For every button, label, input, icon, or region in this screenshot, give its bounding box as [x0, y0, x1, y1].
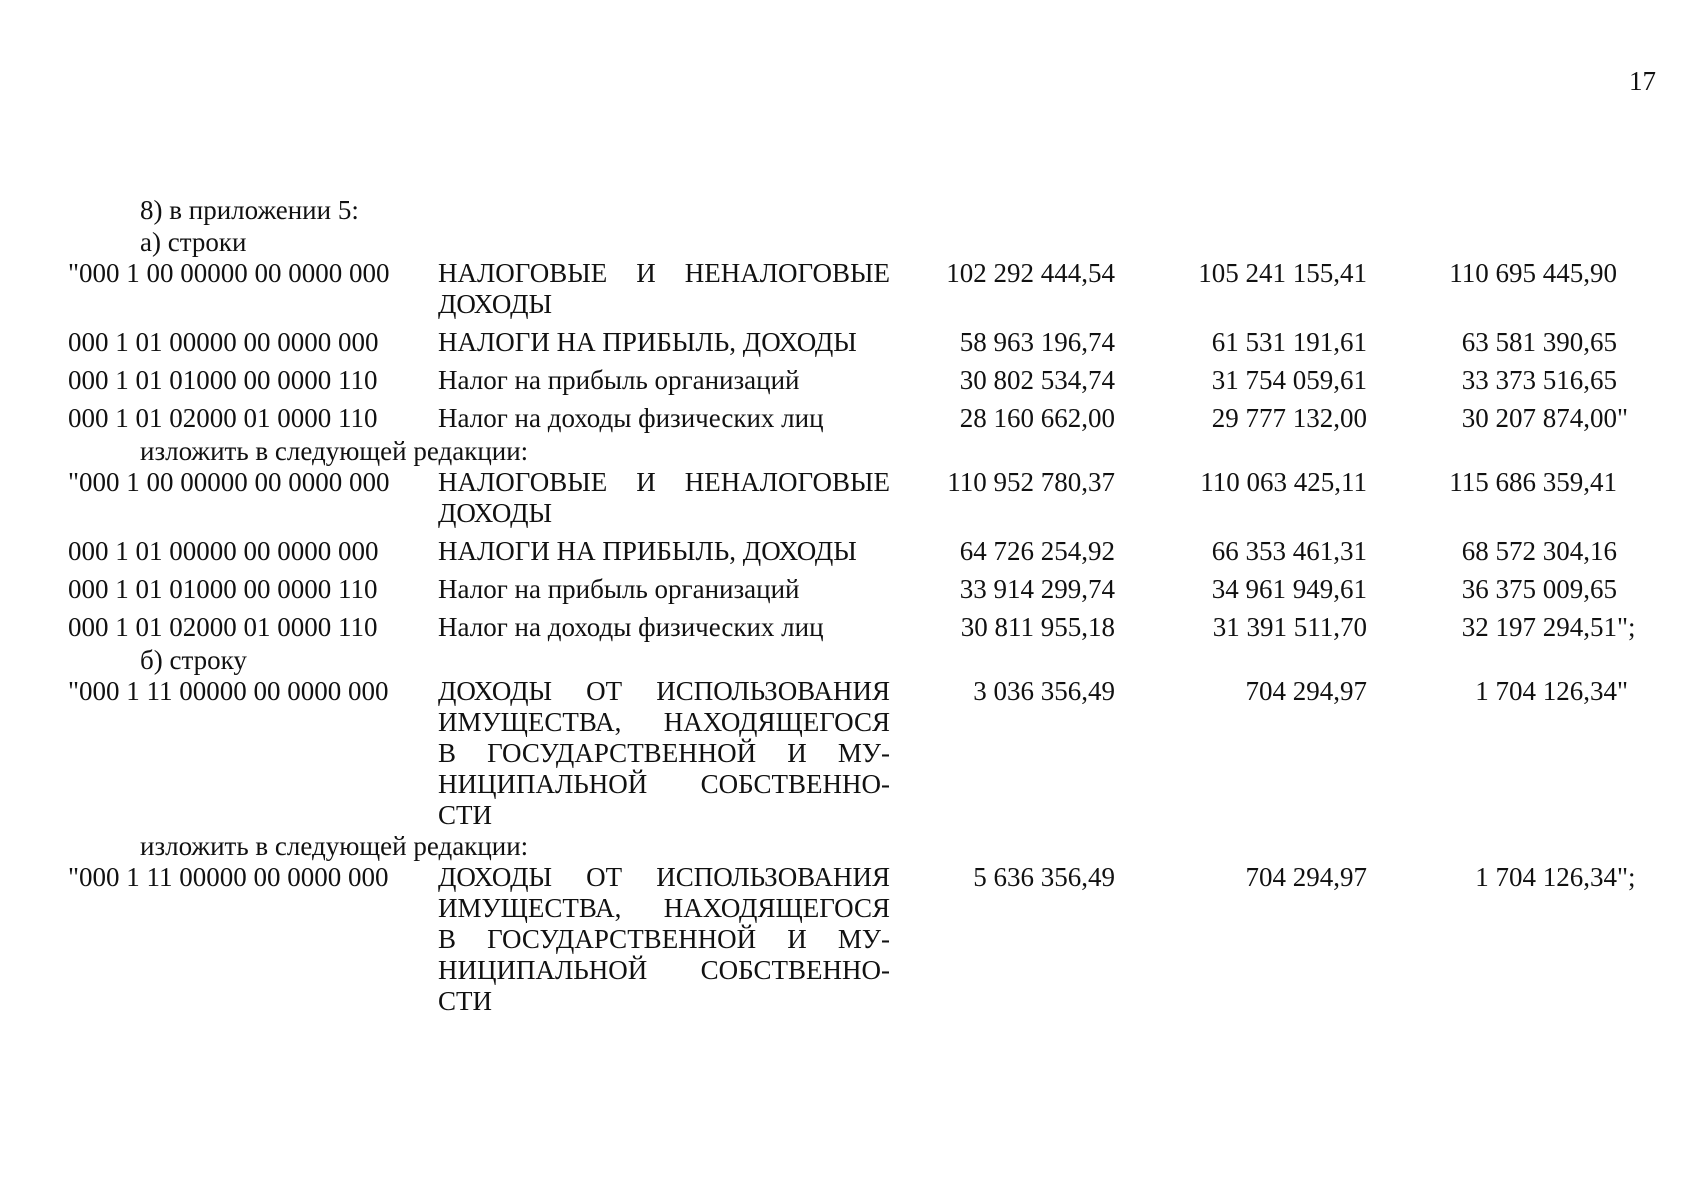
quote-suffix: "; [1617, 862, 1636, 892]
value-year-3 [1367, 862, 1636, 893]
income-name-line: НАЛОГИ НА ПРИБЫЛЬ, ДОХОДЫ [438, 327, 857, 357]
block-a-new [0, 467, 1696, 643]
income-name-line: ДОХОДЫ ОТ ИСПОЛЬЗОВАНИЯ [438, 862, 890, 892]
income-name-line: Налог на прибыль организаций [438, 365, 800, 395]
table-row [0, 258, 1696, 320]
income-name [438, 676, 890, 831]
replace-instruction: изложить в следующей редакции: [140, 436, 529, 466]
budget-code: "000 1 11 00000 00 0000 000 [68, 862, 389, 892]
section-b-label: б) строку [140, 645, 247, 675]
table-row [0, 574, 1696, 605]
value-year-2: 61 531 191,61 [1211, 327, 1367, 357]
value-year-1: 28 160 662,00 [959, 403, 1115, 433]
income-name [438, 258, 890, 320]
value-year-2: 110 063 425,11 [1200, 467, 1367, 497]
income-name [438, 365, 890, 396]
value-year-2: 34 961 949,61 [1211, 574, 1367, 604]
income-name-line: В ГОСУДАРСТВЕННОЙ И МУ- [438, 924, 890, 954]
income-name-line: ДОХОДЫ [438, 498, 553, 528]
value-year-1: 30 802 534,74 [959, 365, 1115, 395]
value-year-3 [1367, 258, 1617, 289]
table-row [0, 403, 1696, 434]
table-row [0, 536, 1696, 567]
intro-line-2: а) строки [140, 227, 247, 257]
value-year-1: 102 292 444,54 [946, 258, 1115, 288]
block-a-old [0, 258, 1696, 434]
value-year-1: 110 952 780,37 [947, 467, 1115, 497]
income-name-line: НАЛОГОВЫЕ И НЕНАЛОГОВЫЕ [438, 467, 890, 497]
value-year-3-text: 33 373 516,65 [1461, 365, 1617, 395]
budget-code: 000 1 01 02000 01 0000 110 [68, 403, 378, 433]
income-name [438, 403, 890, 434]
value-year-2: 704 294,97 [1245, 676, 1367, 706]
value-year-3-text: 68 572 304,16 [1461, 536, 1617, 566]
value-year-3-text: 30 207 874,00 [1461, 403, 1617, 433]
value-year-1: 5 636 356,49 [973, 862, 1115, 892]
value-year-3 [1367, 403, 1629, 434]
income-name-line: ДОХОДЫ ОТ ИСПОЛЬЗОВАНИЯ [438, 676, 890, 706]
income-name-line: ДОХОДЫ [438, 289, 553, 319]
replace-instruction: изложить в следующей редакции: [140, 831, 529, 861]
income-name-line: Налог на доходы физических лиц [438, 612, 824, 642]
value-year-3-text: 115 686 359,41 [1449, 467, 1617, 497]
value-year-2: 66 353 461,31 [1211, 536, 1367, 566]
value-year-3 [1367, 467, 1617, 498]
page-number: 17 [1629, 66, 1656, 96]
budget-code: "000 1 11 00000 00 0000 000 [68, 676, 389, 706]
budget-code: "000 1 00 00000 00 0000 000 [68, 258, 390, 288]
table-row [0, 676, 1696, 831]
income-name [438, 574, 890, 605]
value-year-2: 29 777 132,00 [1211, 403, 1367, 433]
value-year-3-text: 1 704 126,34 [1475, 862, 1617, 892]
value-year-3 [1367, 536, 1617, 567]
table-row [0, 467, 1696, 529]
income-name-line: ИМУЩЕСТВА, НАХОДЯЩЕГОСЯ [438, 707, 890, 737]
value-year-2: 105 241 155,41 [1198, 258, 1367, 288]
value-year-1: 30 811 955,18 [960, 612, 1115, 642]
value-year-1: 64 726 254,92 [959, 536, 1115, 566]
quote-suffix: "; [1617, 612, 1636, 642]
budget-code: "000 1 00 00000 00 0000 000 [68, 467, 390, 497]
income-name-line: СТИ [438, 800, 492, 830]
budget-code: 000 1 01 02000 01 0000 110 [68, 612, 378, 642]
income-name-line: НИЦИПАЛЬНОЙ СОБСТВЕННО- [438, 769, 890, 799]
value-year-3-text: 110 695 445,90 [1449, 258, 1617, 288]
income-name-line: В ГОСУДАРСТВЕННОЙ И МУ- [438, 738, 890, 768]
quote-suffix: " [1617, 403, 1629, 433]
document-body [0, 194, 1696, 1024]
value-year-3-text: 1 704 126,34 [1475, 676, 1617, 706]
income-name-line: НАЛОГОВЫЕ И НЕНАЛОГОВЫЕ [438, 258, 890, 288]
value-year-1: 3 036 356,49 [973, 676, 1115, 706]
value-year-2: 31 754 059,61 [1211, 365, 1367, 395]
income-name-line: ИМУЩЕСТВА, НАХОДЯЩЕГОСЯ [438, 893, 890, 923]
value-year-3 [1367, 327, 1617, 358]
table-row [0, 612, 1696, 643]
income-name-line: Налог на доходы физических лиц [438, 403, 824, 433]
value-year-3 [1367, 365, 1617, 396]
value-year-1: 33 914 299,74 [959, 574, 1115, 604]
table-row [0, 327, 1696, 358]
budget-code: 000 1 01 01000 00 0000 110 [68, 365, 378, 395]
value-year-3 [1367, 676, 1629, 707]
income-name-line: СТИ [438, 986, 492, 1016]
value-year-2: 704 294,97 [1245, 862, 1367, 892]
income-name [438, 536, 890, 567]
value-year-2: 31 391 511,70 [1212, 612, 1367, 642]
quote-suffix: " [1617, 676, 1629, 706]
value-year-1: 58 963 196,74 [959, 327, 1115, 357]
income-name [438, 467, 890, 529]
table-row [0, 862, 1696, 1017]
income-name [438, 612, 890, 643]
value-year-3-text: 63 581 390,65 [1461, 327, 1617, 357]
value-year-3-text: 36 375 009,65 [1461, 574, 1617, 604]
budget-code: 000 1 01 00000 00 0000 000 [68, 327, 379, 357]
table-row [0, 365, 1696, 396]
value-year-3-text: 32 197 294,51 [1461, 612, 1617, 642]
value-year-3 [1367, 612, 1636, 643]
budget-code: 000 1 01 00000 00 0000 000 [68, 536, 379, 566]
budget-code: 000 1 01 01000 00 0000 110 [68, 574, 378, 604]
income-name-line: Налог на прибыль организаций [438, 574, 800, 604]
income-name [438, 862, 890, 1017]
income-name-line: НИЦИПАЛЬНОЙ СОБСТВЕННО- [438, 955, 890, 985]
value-year-3 [1367, 574, 1617, 605]
intro-line-1: 8) в приложении 5: [140, 195, 359, 225]
income-name-line: НАЛОГИ НА ПРИБЫЛЬ, ДОХОДЫ [438, 536, 857, 566]
income-name [438, 327, 890, 358]
